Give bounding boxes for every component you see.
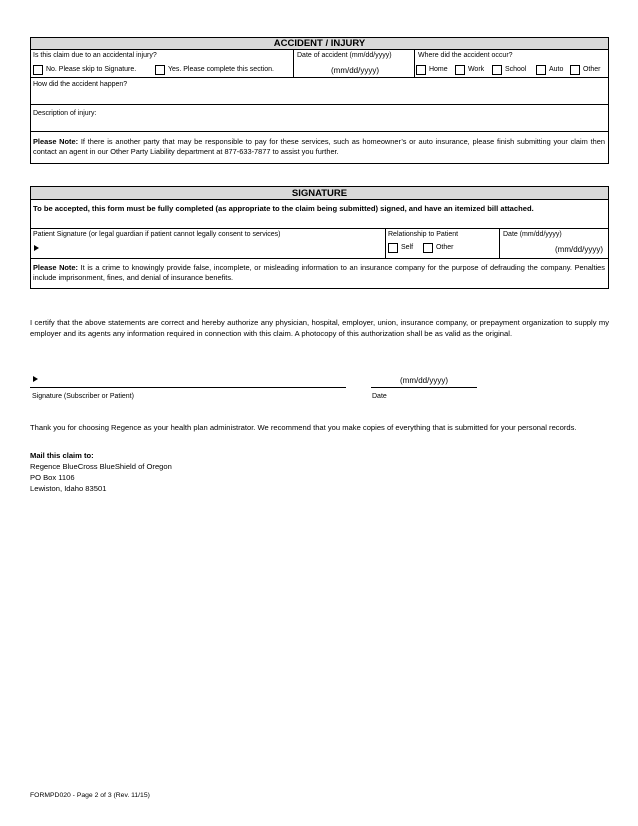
school-checkbox[interactable] — [492, 65, 502, 75]
where-home[interactable] — [416, 65, 448, 76]
signature-section — [30, 186, 609, 289]
signature-date-label: Date (mm/dd/yyyy) — [503, 231, 562, 238]
mail-heading: Mail this claim to: — [30, 451, 94, 460]
no-checkbox[interactable] — [33, 65, 43, 75]
subscriber-signature-field[interactable] — [30, 372, 346, 388]
injury-description-label: Description of injury: — [33, 110, 97, 117]
self-label: Self — [400, 244, 414, 251]
relationship-other[interactable] — [423, 243, 453, 254]
accident-note-label: Please Note: — [33, 137, 79, 146]
other-checkbox[interactable] — [570, 65, 580, 75]
how-happened-field[interactable] — [31, 78, 608, 103]
patient-signature-field[interactable] — [31, 239, 385, 257]
signature-header: SIGNATURE — [31, 187, 608, 200]
self-checkbox[interactable] — [388, 243, 398, 253]
relationship-other-checkbox[interactable] — [423, 243, 433, 253]
work-checkbox[interactable] — [455, 65, 465, 75]
home-checkbox[interactable] — [416, 65, 426, 75]
thank-you-text: Thank you for choosing Regence as your health plan administrator. We recommend that you make copies of everything that is submitted for your personal records. — [30, 423, 577, 432]
yes-checkbox[interactable] — [155, 65, 165, 75]
accident-header: ACCIDENT / INJURY — [31, 38, 608, 50]
accident-note — [33, 137, 605, 157]
no-option[interactable] — [33, 65, 136, 76]
where-other[interactable] — [570, 65, 600, 76]
auto-checkbox[interactable] — [536, 65, 546, 75]
subscriber-signature-label: Signature (Subscriber or Patient) — [32, 393, 134, 400]
mail-address-line-3: Lewiston, Idaho 83501 — [30, 484, 107, 493]
accident-date-field[interactable]: (mm/dd/yyyy) — [331, 66, 379, 75]
signature-note-text: It is a crime to knowingly provide false, incomplete, or misleading information to an insurance company for the purpose of defrauding the company. Penalties include imprisonment, fines, and denial of insurance benefits. — [33, 263, 605, 282]
signature-arrow-icon — [34, 245, 39, 251]
signature-note-label: Please Note: — [33, 263, 78, 272]
relationship-other-label: Other — [435, 244, 454, 251]
subscriber-date-label: Date — [372, 393, 387, 400]
home-label: Home — [428, 66, 448, 73]
accident-section — [30, 37, 609, 164]
where-auto[interactable] — [536, 65, 563, 76]
school-label: School — [504, 66, 527, 73]
relationship-self[interactable] — [388, 243, 413, 254]
injury-description-field[interactable] — [31, 105, 608, 130]
auto-label: Auto — [548, 66, 564, 73]
relationship-label: Relationship to Patient — [388, 231, 459, 238]
mail-address-line-1: Regence BlueCross BlueShield of Oregon — [30, 462, 172, 471]
subscriber-date-field[interactable] — [371, 375, 477, 388]
signature-note — [33, 263, 605, 283]
other-label: Other — [582, 66, 601, 73]
form-footer: FORMPD020 - Page 2 of 3 (Rev. 11/15) — [30, 792, 150, 799]
where-label: Where did the accident occur? — [418, 52, 513, 59]
accidental-question: Is this claim due to an accidental injury? — [33, 52, 157, 59]
patient-signature-label: Patient Signature (or legal guardian if patient cannot legally consent to services) — [33, 231, 281, 238]
yes-option[interactable] — [155, 65, 274, 76]
how-happened-label: How did the accident happen? — [33, 81, 128, 88]
accident-date-label: Date of accident (mm/dd/yyyy) — [297, 52, 392, 59]
signature-date-field[interactable]: (mm/dd/yyyy) — [555, 245, 603, 254]
where-work[interactable] — [455, 65, 484, 76]
where-school[interactable] — [492, 65, 526, 76]
signature-requirement: To be accepted, this form must be fully completed (as appropriate to the claim being submitted) signed, and have an itemized bill attached. — [33, 204, 534, 213]
work-label: Work — [467, 66, 485, 73]
mail-address-line-2: PO Box 1106 — [30, 473, 75, 482]
accident-note-text: If there is another party that may be responsible to pay for these services, such as homeowner’s or auto insurance, please finish submitting your claim then contact an agent in our Other Party Liability department at 877-633-7877 to assist you further. — [33, 137, 605, 156]
certification-text: I certify that the above statements are correct and hereby authorize any physician, hospital, employer, union, insurance company, or prepayment organization to supply my employer and its agents any information required in connection with this claim. A photocopy of this authorization shall be as valid as the original. — [30, 318, 609, 338]
no-option-label: No. Please skip to Signature. — [45, 66, 137, 73]
yes-option-label: Yes. Please complete this section. — [167, 66, 274, 73]
subscriber-date-placeholder: (mm/dd/yyyy) — [400, 376, 448, 385]
